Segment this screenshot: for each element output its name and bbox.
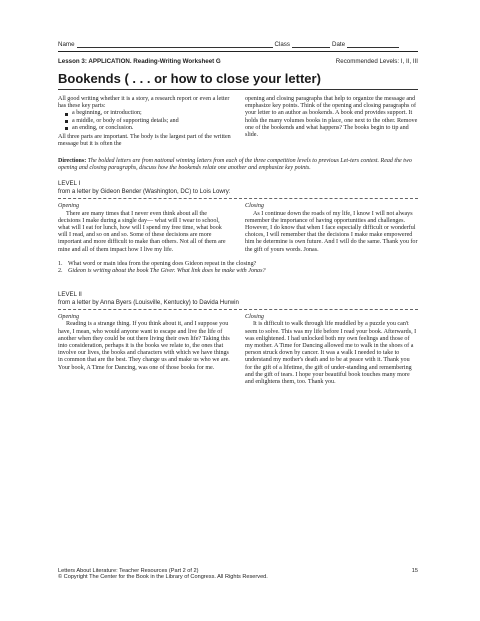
recommended-levels: Recommended Levels: I, II, III [335, 58, 418, 65]
name-label: Name [58, 41, 75, 48]
level-1-source: from a letter by Gideon Bender (Washington, DC) to Lois Lowry: [58, 188, 231, 196]
question-text: Gideon is writing about the book The Giver. What link does he make with Jonas? [68, 268, 266, 275]
lesson-line [58, 58, 418, 65]
intro-left-column [58, 96, 231, 148]
level-2-closing [245, 314, 418, 386]
level-2-divider [58, 309, 418, 310]
title-rule [58, 89, 418, 90]
opening-text: There are many times that I never even think about all the decisions I make during a single day— what will I wear to school, what will I eat for lunch, how will I spend my free time, what book will I read, and so on and so. Some of these decisions are more important and more difficult to make than others. Not all of them are mine and all of them impact how I live my life. [58, 210, 226, 253]
level-2-opening [58, 314, 231, 386]
closing-heading: Closing [245, 314, 264, 321]
level-1-heading: LEVEL I [58, 180, 81, 188]
date-field[interactable] [347, 40, 399, 48]
copyright: © Copyright The Center for the Book in the Library of Congress. All Rights Reserved. [58, 574, 268, 580]
level-2-columns [58, 314, 418, 386]
page-footer [58, 568, 418, 580]
intro-paragraph-1: All good writing whether it is a story, a research report or even a letter has these key parts: [58, 96, 230, 110]
closing-text: As I continue down the roads of my life, I know I will not always remember the importance of having opportunities and challenges. However, I do know that when I face especially difficult or wonderful choices, I will remember that the decisions I make make empowered him he determine is own future. And I will do the same. Thank you for the gift of yours words. Jonas. [245, 210, 418, 253]
question-number: 2. [58, 268, 63, 275]
directions-label: Directions: [58, 158, 87, 165]
date-label: Date [332, 41, 346, 48]
directions [58, 158, 418, 172]
level-1-opening [58, 203, 231, 253]
question-number: 1. [58, 260, 63, 267]
question-1 [58, 261, 418, 268]
level-1-columns [58, 203, 418, 253]
intro-right-column [245, 96, 418, 148]
class-label: Class [274, 41, 290, 48]
level-2-source: from a letter by Anna Byers (Louisville, Kentucky) to Davida Hurwin [58, 299, 239, 307]
list-item: a middle, or body of supporting details; and [72, 118, 231, 125]
lesson-title: Lesson 3: APPLICATION. Reading-Writing Worksheet G [58, 58, 221, 65]
footer-source: Letters About Literature: Teacher Resources (Part 2 of 2) [58, 568, 199, 574]
question-2 [58, 268, 418, 275]
worksheet-page [58, 40, 418, 386]
parts-list [58, 110, 231, 132]
intro-paragraph-2: All three parts are important. The body is the largest part of the written message but it is often the [58, 134, 231, 148]
level-1-closing [245, 203, 418, 253]
opening-heading: Opening [58, 203, 79, 210]
level-2-heading: LEVEL II [58, 291, 82, 299]
header-rule [58, 51, 418, 52]
closing-text: It is difficult to walk through life muddled by a puzzle you can't seem to solve. This was my life before I read your book. Afterwards, I was enlightened. I had unlocked both my own feelings and those of my mother. A Time for Dancing allowed me to walk in the shoes of a person struck down by cancer. It was a walk I needed to take to understand my mother's death and to be at peace with it. Thank you for the gift of a lifetime, the gift of under-standing and remembering and the gift of tears. I hope your beautiful book touches many more and enlightens them, too. Thank you. [245, 321, 417, 386]
list-item: a beginning, or introduction; [72, 110, 231, 117]
level-1-divider [58, 198, 418, 199]
list-item: an ending, or conclusion. [72, 125, 231, 132]
class-field[interactable] [292, 40, 330, 48]
intro-paragraph-3: opening and closing paragraphs that help to organize the message and emphasize key points. Think of the opening and closing paragraphs of your letter to an author as bookends. A book end provides support. It holds the many volumes books in place, one next to the other. Remove one of the bookends and what happens? The books begin to tip and slide. [245, 96, 418, 139]
closing-heading: Closing [245, 203, 264, 210]
directions-text: The bolded letters are from national winning letters from each of the three competition levels to previous Let-ters contest. Read the two opening and closing paragraphs, discuss how the bookends relate one another and emphasize key points. [58, 158, 412, 172]
worksheet-title: Bookends ( . . . or how to close your letter) [58, 71, 321, 86]
question-text: What word or main idea from the opening does Gideon repeat in the closing? [68, 260, 257, 267]
intro-columns [58, 96, 418, 148]
name-field[interactable] [77, 40, 273, 48]
student-header [58, 40, 418, 48]
page-number: 15 [411, 568, 418, 574]
questions [58, 261, 418, 275]
opening-heading: Opening [58, 314, 79, 321]
opening-text: Reading is a strange thing. If you think about it, and I suppose you have, I mean, who would anyone want to escape and live the life of another when they could be out there living their own life? Taking this into consideration, perhaps it is the books we relate to, the ones that involve our lives, the books and characters with which we have things in common that are the best. They change us and make us who we are. Your book, A Time for Dancing, was one of those books for me. [58, 321, 230, 371]
